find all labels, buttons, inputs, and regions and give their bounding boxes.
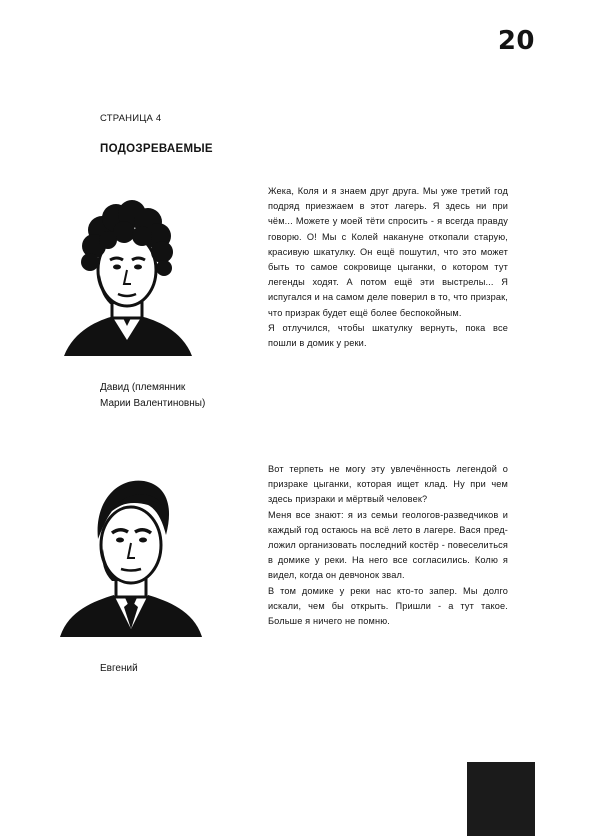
testimony-paragraph: Вот терпеть не могу эту увлечённость легендой о призраке цыганки, которая ищет клад. Ну при чем здесь призраки и мёртвый человек? — [268, 464, 508, 505]
suspect-caption-david — [100, 380, 240, 412]
testimony-david — [268, 184, 508, 351]
testimony-paragraph: Я отлучился, чтобы шкатулку вернуть, пока все пошли в домик у реки. — [268, 322, 508, 349]
suspect-caption-line: Давид (племянник — [100, 382, 186, 393]
testimony-paragraph: Жека, Коля и я знаем друг друга. Мы уже третий год подряд приезжаем в этот лагерь. Я здесь ни при чём... Можете у моей тёти спросить - я всегда правду говорю. О! Мы с Колей накануне откопали старую, красивую шкатулку. Он ещё пошутил, что это может быть то самое сокровище цыганки, о котором тут легенды ходят. А потом ещё эти выстрелы... Я испугался и на самом деле поверил в то, что призрак, что призрак будет ещё более беспокойным. — [268, 186, 508, 318]
portrait-evgeny-illustration — [58, 461, 204, 637]
testimony-evgeny — [268, 462, 508, 629]
section-title: ПОДОЗРЕВАЕМЫЕ — [100, 143, 213, 155]
corner-decor-block — [467, 762, 535, 836]
section-label: СТРАНИЦА 4 — [100, 113, 162, 124]
portrait-evgeny — [58, 461, 204, 637]
portrait-david — [54, 180, 200, 356]
suspect-caption-line: Марии Валентиновны) — [100, 398, 206, 409]
portrait-david-illustration — [54, 180, 200, 356]
page-number: 20 — [497, 26, 535, 56]
testimony-paragraph: Меня все знают: я из семьи геологов-разведчиков и каждый год остаюсь на всё лето в лагере. Вася пред-ложил организовать последний костёр - повеселиться в домике у реки. На него все согласились. Колю я видел, когда он девчонок звал. — [268, 509, 508, 581]
suspect-caption-evgeny: Евгений — [100, 663, 138, 674]
testimony-paragraph: В том домике у реки нас кто-то запер. Мы долго искали, чем бы открыть. Пришли - а тут такое. Больше я ничего не помню. — [268, 585, 508, 627]
